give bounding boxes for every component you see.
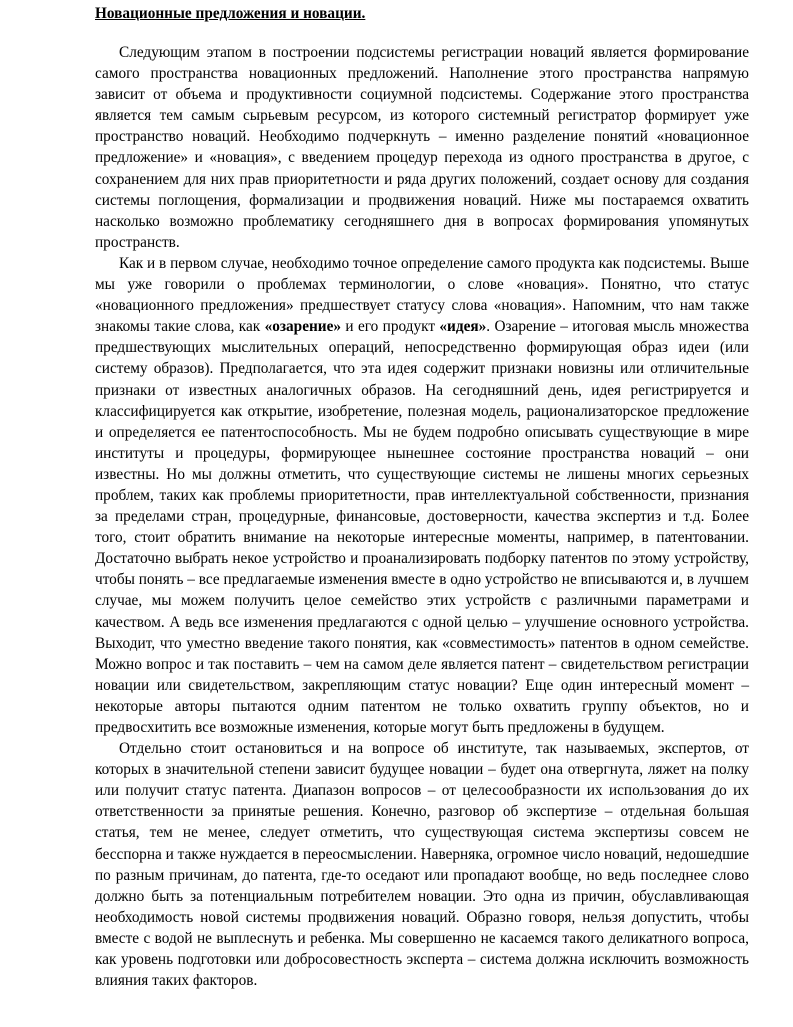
paragraph-3-text: Отдельно стоит остановиться и на вопросе об институте, так называемых, экспертов, от которых в значительной степени зависит будущее новации – будет она отвергнута, ляжет на полку или получит статус патента. Диапазон вопросов – от целесообразности их использования до их ответственности за принятые решения. Конечно, разговор об экспертизе – отдельная большая статья, тем не менее, следует отметить, что существующая система экспертизы совсем не бесспорна и также нуждается в переосмыслении. Наверняка, огромное число новаций, недошедшие по разным причинам, до патента, где-то оседают или пропадают вообще, но ведь последнее слово должно быть за потенциальным потребителем новации. Это одна из причин, обуславливающая необходимость новой системы продвижения новаций. Образно говоря, нельзя допустить, чтобы вместе с водой не выплеснуть и ребенка. Мы совершенно не касаемся такого деликатного вопроса, как уровень подготовки или добросовестность эксперта – система должна исключить возможность влияния таких факторов.: [95, 740, 749, 990]
paragraph-1-text: Следующим этапом в построении подсистемы регистрации новаций является формирование самого пространства новационных предложений. Наполнение этого пространства напрямую зависит от объема и продуктивности социумной подсистемы. Содержание этого пространства является тем самым сырьевым ресурсом, из которого системный регистратор формирует уже пространство новаций. Необходимо подчеркнуть – именно разделение понятий «новационное предложение» и «новация», с введением процедур перехода из одного пространства в другое, с сохранением для них прав приоритетности и ряда других положений, создает основу для создания системы поглощения, формализации и продвижения новаций. Ниже мы постараемся охватить насколько возможно проблематику сегодняшнего дня в вопросах формирования упомянутых пространств.: [95, 44, 749, 251]
document-title: Новационные предложения и новации.: [95, 5, 366, 22]
paragraph-2-text-end: . Озарение – итоговая мысль множества предшествующих мыслительных операций, непосредственно формирующая образ идеи (или систему образов). Предполагается, что эта идея содержит признаки новизны или отличительные признаки от известных аналогичных образов. На сегодняшний день, идея регистрируется и классифицируется как открытие, изобретение, полезная модель, рационализаторское предложение и определяется ее патентоспособность. Мы не будем подробно описывать существующие в мире институты и процедуры, формирующее нынешнее состояние пространства новаций – они известны. Но мы должны отметить, что существующие системы не лишены многих серьезных проблем, таких как проблемы приоритетности, прав интеллектуальной собственности, признания за пределами стран, процедурные, финансовые, достоверности, качества экспертиз и т.д. Более того, стоит обратить внимание на некоторые интересные моменты, например, в патентовании. Достаточно выбрать некое устройство и проанализировать подборку патентов по этому устройству, чтобы понять – все предлагаемые изменения вместе в одно устройство не вписываются и, в лучшем случае, мы можем получить целое семейство этих устройств с различными параметрами и качеством. А ведь все изменения предлагаются с одной целью – улучшение основного устройства. Выходит, что уместно введение такого понятия, как «совместимость» патентов в одном семействе. Можно вопрос и так поставить – чем на самом деле является патент – свидетельством регистрации новации или свидетельством, закрепляющим статус новации? Еще один интересный момент – некоторые авторы пытаются одним патентом не только охватить группу объектов, но и предвосхитить все возможные изменения, которые могут быть предложены в будущем.: [95, 318, 750, 736]
paragraph-2: [95, 253, 749, 738]
paragraph-2-text-middle: и его продукт: [341, 318, 440, 336]
term-ideya: «идея»: [439, 318, 487, 336]
term-ozarenie: «озарение»: [264, 318, 342, 336]
paragraph-2-text-start: Как и в первом случае, необходимо точное определение самого продукта как подсистемы. Выше мы уже говорили о проблемах терминологии, о слове «новация». Понятно, что статус «новационного предложения» предшествует статусу слова «новация». Напомним, что нам также знакомы такие слова, как: [95, 254, 750, 336]
paragraph-3: [95, 738, 749, 991]
paragraph-1: [95, 42, 749, 253]
